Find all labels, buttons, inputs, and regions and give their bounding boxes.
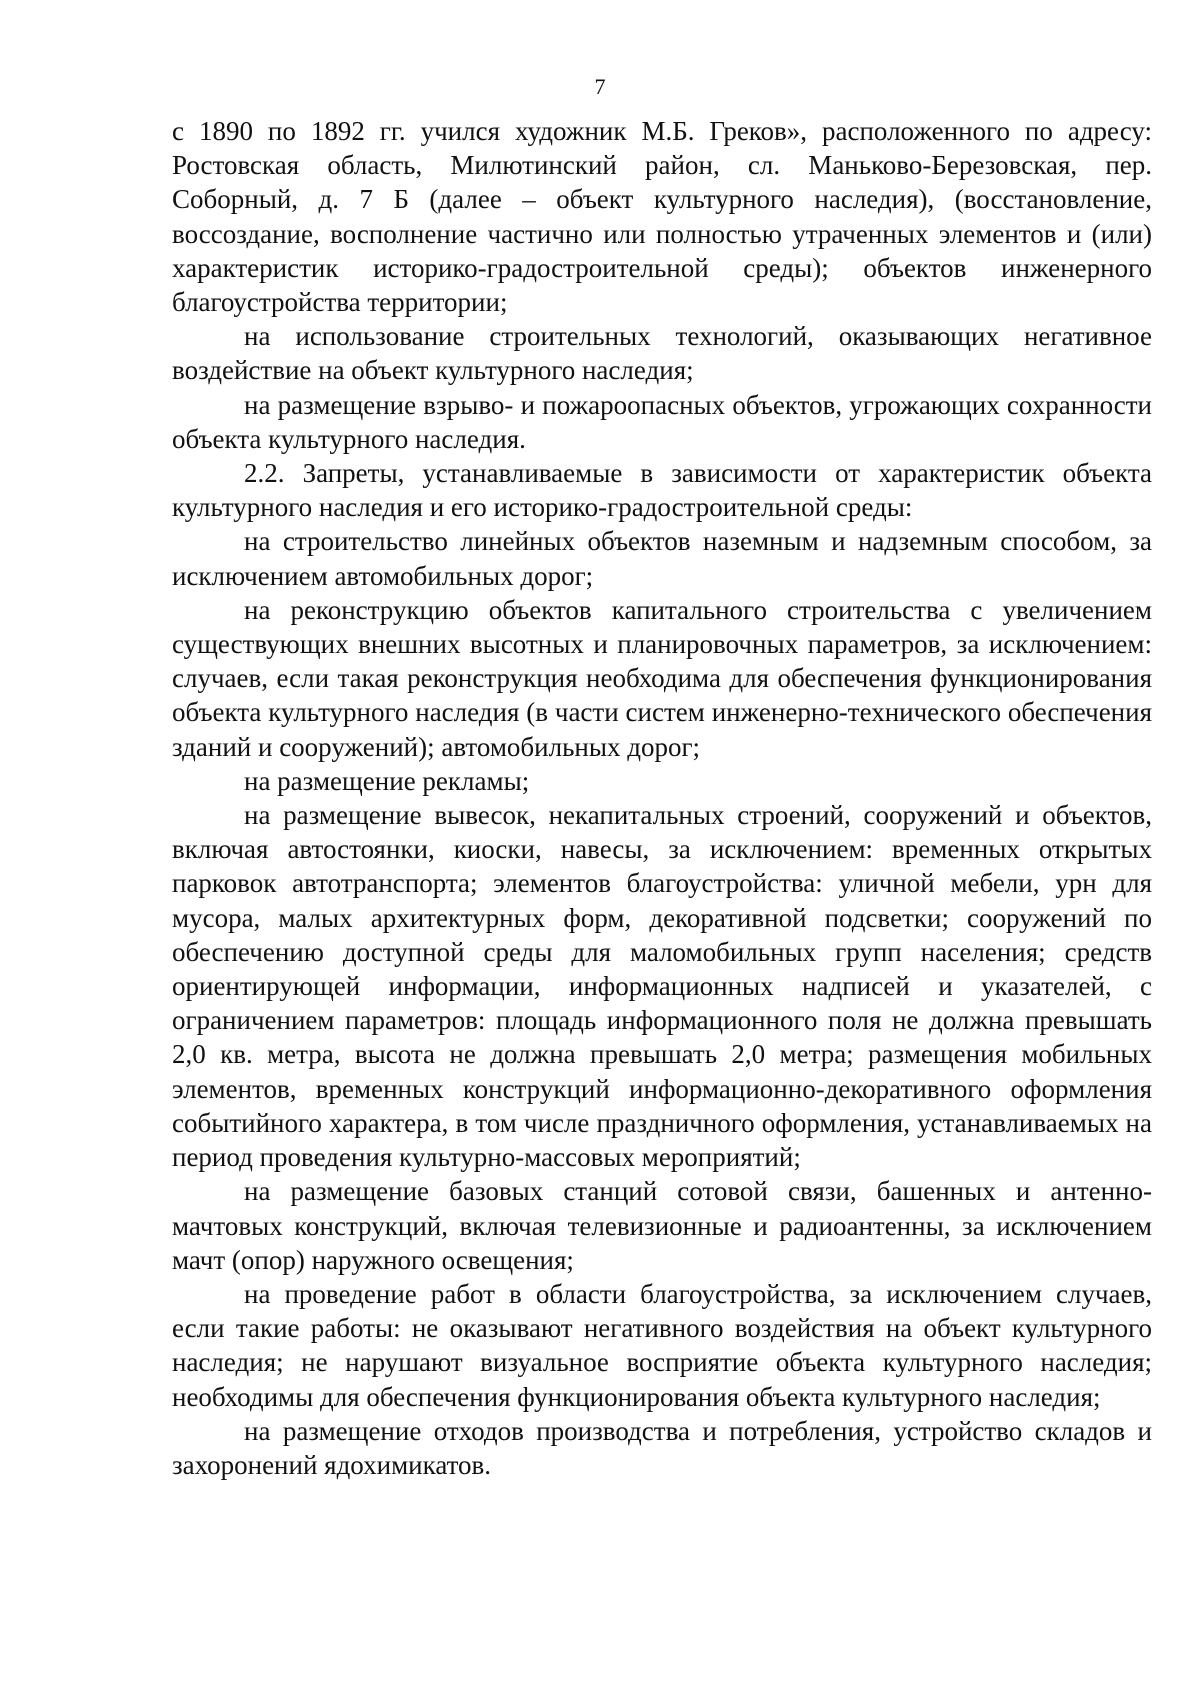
paragraph: с 1890 по 1892 гг. учился художник М.Б. Греков», расположенного по адресу: Ростовская область, Милютинский район, сл. Маньково-Березовская, пер. Соборный, д. 7 Б (далее – объект культурного наследия), (восстановление, воссоздание, восполнение частично или полностью утраченных элементов и (или) характеристик историко-градостроительной среды); объектов инженерного благоустройства территории;	[172, 116, 1152, 318]
paragraph: 2.2. Запреты, устанавливаемые в зависимости от характеристик объекта культурного наследия и его историко-градостроительной среды:	[172, 458, 1152, 523]
paragraph: на реконструкцию объектов капитального строительства с увеличением существующих внешних высотных и планировочных параметров, за исключением: случаев, если такая реконструкция необходима для обеспечения функционирования объекта культурного наследия (в части систем инженерно-технического обеспечения зданий и сооружений); автомобильных дорог;	[172, 594, 1152, 762]
paragraph: на размещение отходов производства и потребления, устройство складов и захоронений ядохимикатов.	[172, 1415, 1152, 1480]
paragraph: на размещение вывесок, некапитальных строений, сооружений и объектов, включая автостоянки, киоски, навесы, за исключением: временных открытых парковок автотранспорта; элементов благоустройства: уличной мебели, урн для мусора, малых архитектурных форм, декоративной подсветки; сооружений по обеспечению доступной среды для маломобильных групп населения; средств ориентирующей информации, информационных надписей и указателей, с ограничением параметров: площадь информационного поля не должна превышать 2,0 кв. метра, высота не должна превышать 2,0 метра; размещения мобильных элементов, временных конструкций информационно-декоративного оформления событийного характера, в том числе праздничного оформления, устанавливаемых на период проведения культурно-массовых мероприятий;	[172, 800, 1152, 1173]
paragraph: на проведение работ в области благоустройства, за исключением случаев, если такие работы: не оказывают негативного воздействия на объект культурного наследия; не нарушают визуальное восприятие объекта культурного наследия; необходимы для обеспечения функционирования объекта культурного наследия;	[172, 1278, 1152, 1412]
paragraph: на размещение взрыво- и пожароопасных объектов, угрожающих сохранности объекта культурного наследия.	[172, 389, 1152, 454]
paragraph: на размещение базовых станций сотовой связи, башенных и антенно-мачтовых конструкций, включая телевизионные и радиоантенны, за исключением мачт (опор) наружного освещения;	[172, 1176, 1152, 1275]
paragraph: на использование строительных технологий, оказывающих негативное воздействие на объект культурного наследия;	[172, 321, 1152, 386]
page-number: 7	[594, 74, 606, 99]
paragraph: на строительство линейных объектов наземным и надземным способом, за исключением автомобильных дорог;	[172, 526, 1152, 591]
paragraph: на размещение рекламы;	[244, 765, 530, 796]
document-body	[172, 114, 1152, 1482]
